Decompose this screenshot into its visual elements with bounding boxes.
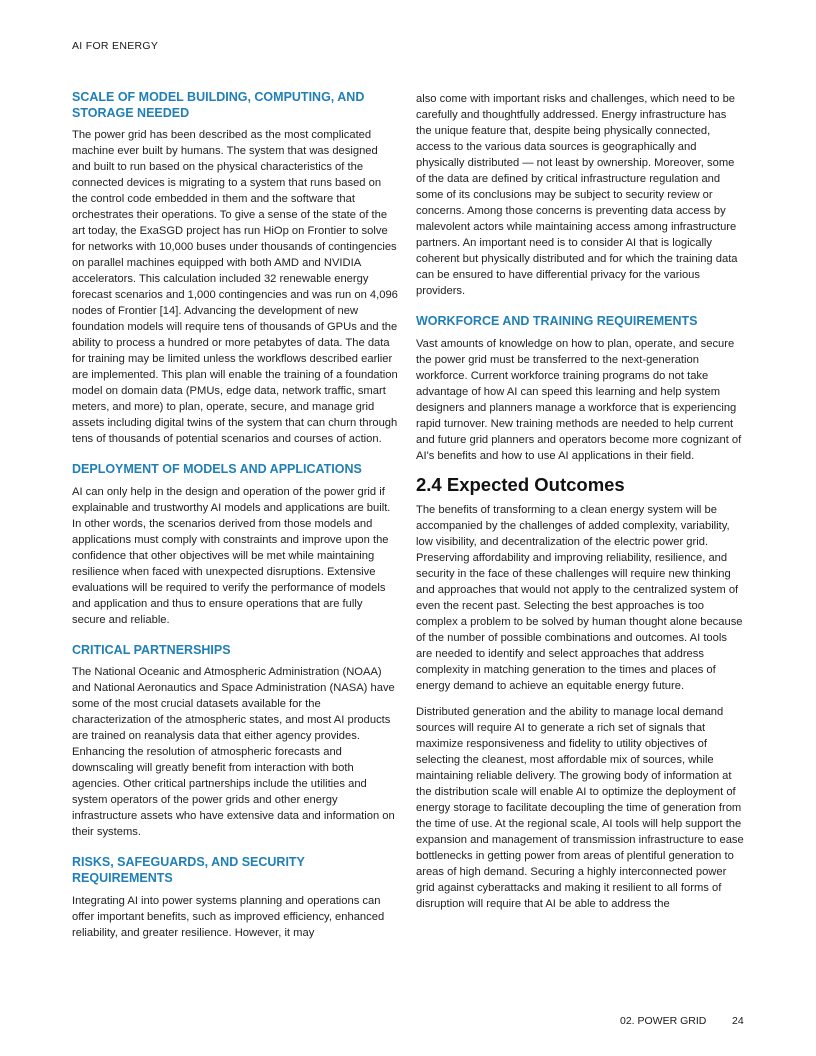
section-heading-workforce: WORKFORCE AND TRAINING REQUIREMENTS — [416, 314, 698, 328]
section-heading-scale: SCALE OF MODEL BUILDING, COMPUTING, AND STORAGE NEEDED — [72, 90, 365, 120]
major-heading-expected-outcomes: 2.4 Expected Outcomes — [416, 473, 625, 495]
paragraph-outcomes-1: The benefits of transforming to a clean energy system will be accompanied by the challenges of added complexity, variability, low visibility, and decentralization of the electric power grid. Preserving affordability and improving reliability, resilience, and security in the face of these challenges will require new thinking and approaches that would not apply to the centralized system of even the recent past. Selecting the best approaches is too complex a problem to be solved by human thought alone because of the number of possible combinations and outcomes. AI tools are needed to identify and select approaches that address complexity in matching generation to the times and places of energy demand to achieve an equitable energy future. — [416, 503, 743, 692]
footer-section-label: 02. POWER GRID — [620, 1015, 707, 1027]
running-header: AI FOR ENERGY — [72, 40, 159, 52]
right-column — [416, 91, 744, 912]
section-heading-partnerships: CRITICAL PARTNERSHIPS — [72, 642, 231, 657]
section-heading-deployment: DEPLOYMENT OF MODELS AND APPLICATIONS — [72, 462, 362, 477]
page-number: 24 — [732, 1015, 744, 1027]
paragraph-risks-continued: also come with important risks and challenges, which need to be carefully and thoughtfully addressed. Energy infrastructure has the unique feature that, despite being physically connected, access to the various data sources is geographically and physically distributed — not least by ownership. Moreover, some of the data are defined by critical infrastructure regulation and some of its conclusions may be subject to security review or concerns. Among those concerns is preventing data access by malevolent actors while maintaining access among infrastructure partners. An important need is to consider AI that is logically coherent but physically distributed and for which the training data can be ensured to have differential privacy for the various providers. — [416, 93, 738, 297]
section-heading-risks: RISKS, SAFEGUARDS, AND SECURITY REQUIREMENTS — [72, 855, 305, 885]
paragraph-deployment: AI can only help in the design and operation of the power grid if explainable and trustworthy AI models and applications are built. In other words, the scenarios derived from those models and applications must comply with constraints and improve upon the confidence that other objectives will be met while maintaining resilience when faced with unexpected disruptions. Extensive evaluations will be required to verify the performance of models and application and thus to ensure operations that are fully secure and reliable. — [72, 485, 391, 626]
paragraph-workforce: Vast amounts of knowledge on how to plan, operate, and secure the power grid must be transferred to the next-generation workforce. Current workforce training programs do not take advantage of how AI can speed this learning and help system designers and planners manage a workforce that is experiencing rapid turnover. New training methods are needed to help current and future grid planners and operators become more cognizant of AI's benefits and how to use AI applications in their field. — [416, 337, 742, 462]
paragraph-scale: The power grid has been described as the most complicated machine ever built by humans. The system that was designed and built to run based on the physical characteristics of the connected devices is migrating to a system that runs based on the control code embedded in them and the software that orchestrates their operations. To give a sense of the state of the art today, the ExaSGD project has run HiOp on Frontier to solve for networks with 10,000 buses under thousands of contingencies on parallel machines equipped with both AMD and NVIDIA accelerators. This calculation included 32 renewable energy forecast scenarios and 1,000 contingencies and was run on 4,096 nodes of Frontier [14]. Advancing the development of new foundation models will require tens of thousands of GPUs and the ability to process a hundred or more petabytes of data. The data for training may be limited unless the workflows described earlier are implemented. This plan will enable the training of a foundation model on domain data (PMUs, edge data, network traffic, smart meters, and more) to plan, operate, secure, and manage grid assets including digital twins of the system that can churn through tens of thousands of potential scenarios and courses of action. — [72, 129, 398, 446]
left-column — [72, 90, 398, 941]
paragraph-partnerships: The National Oceanic and Atmospheric Administration (NOAA) and National Aeronautics and Space Administration (NASA) have some of the most crucial datasets available for the characterization of the atmospheric states, and most AI products are trained on reanalysis data that either agency provides. Enhancing the resolution of atmospheric forecasts and downscaling will greatly benefit from interaction with both agencies. Other critical partnerships include the utilities and system operators of the power grids and other energy infrastructure assets who have extensive data and information on their systems. — [72, 666, 395, 839]
paragraph-outcomes-2: Distributed generation and the ability to manage local demand sources will require AI to generate a rich set of signals that maximize responsiveness and fidelity to utility objectives of selecting the cleanest, most affordable mix of sources, while maintaining reliable delivery. The growing body of information at the distribution scale will enable AI to optimize the deployment of energy storage to facilitate decoupling the time of generation from the time of use. At the regional scale, AI tools will help support the expansion and management of transmission infrastructure to ease bottlenecks in getting power from areas of plentiful generation to areas of high demand. Securing a highly interconnected power grid against cyberattacks and making it resilient to all forms of disruption will require that AI be able to address the — [416, 705, 744, 910]
paragraph-risks: Integrating AI into power systems planning and operations can offer important benefits, such as improved efficiency, enhanced reliability, and greater resilience. However, it may — [72, 894, 385, 939]
